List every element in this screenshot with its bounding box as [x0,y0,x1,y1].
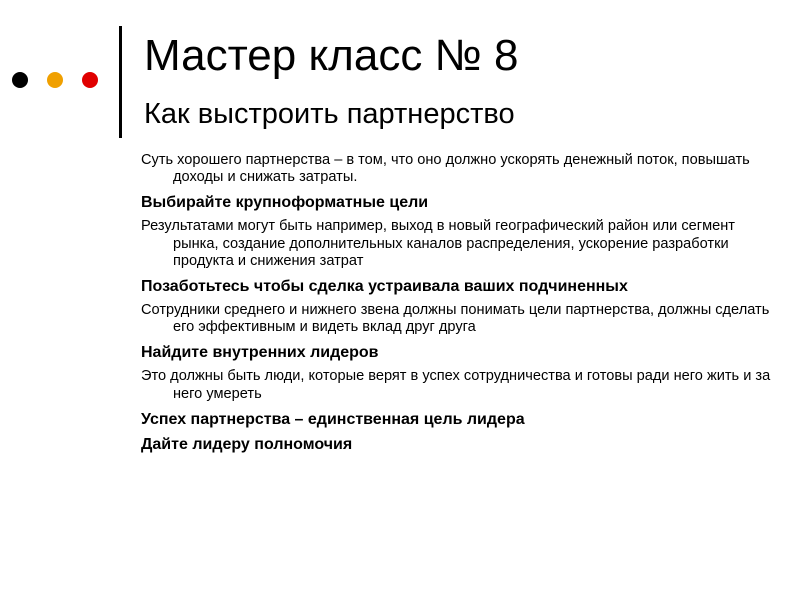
paragraph-results: Результатами могут быть например, выход в новый географический район или сегмент рынка, создание дополнительных каналов распределения, ускорение разработки продукта и снижения затрат [141,218,735,269]
slide-title: Мастер класс № 8 [144,31,519,80]
paragraph-employees: Сотрудники среднего и нижнего звена должны понимать цели партнерства, должны сделать его эффективным и видеть вклад друг друга [141,302,770,336]
decorative-dots [12,72,98,88]
heading-large-goals: Выбирайте крупноформатные цели [141,194,429,212]
paragraph-intro: Суть хорошего партнерства – в том, что оно должно ускорять денежный поток, повышать доходы и снижать затраты. [141,152,750,186]
red-dot-icon [82,72,98,88]
heading-internal-leaders: Найдите внутренних лидеров [141,344,379,362]
slide-body [141,152,771,460]
paragraph-leaders: Это должны быть люди, которые верят в успех сотрудничества и готовы ради него жить и за него умереть [141,368,771,402]
title-divider [119,26,122,138]
black-dot-icon [12,72,28,88]
orange-dot-icon [47,72,63,88]
slide-subtitle: Как выстроить партнерство [144,98,515,130]
heading-leader-goal: Успех партнерства – единственная цель лидера [141,410,525,428]
heading-subordinates: Позаботьтесь чтобы сделка устраивала ваших подчиненных [141,278,628,296]
heading-leader-authority: Дайте лидеру полномочия [141,435,353,453]
